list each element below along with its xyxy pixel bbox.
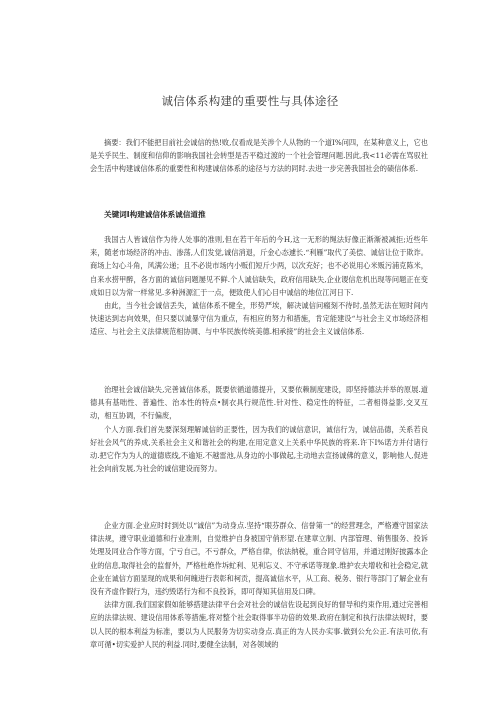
body-paragraph-6: 法律方面,我们国家假如能够搭建法律平台会对社会的诚信佐设起到良好的督导和约束作用,通过完善相应的法律法规、建设信用体系等措施,将对整个社会取得事半功倍的效果.政府在制定和执行法律法规时，要以人民的根本利益为标准，要以为人民服务为切实动身点.真正的为人民办实事.做到公允公正.有法可依,有章可循•切实爱护人民的利益.同时,要健全法制，对各领域的 [90,600,428,649]
body-paragraph-1: 我国古人皆诚信作为待人处事的准则,但在若干年后的今H,这一无形的绳法好像正渐渐被减拒;近些年来，随老市场经济的冲击、渗荡,人们发觉,诚信消退，斤金心态遽长.“利雁”取代了美偿、诚信让位于欺诈。商场上勾心斗角，风满公递；且不必说市场内小贩们短斤少两，以次充好；也不必说用心米贩污浦克陈米，自来水捞甲醉，各方面的诚信问题屡见不鲜.个人诚信缺失，政府信用缺失,企业谡信危机出现等问题正在变成如日以为常一样常见.多种洲源汇于一点，便致使人们心目中诚信的地位江河日下. [90,235,428,297]
body-paragraph-2: 由此，当今社会诚信丢失，诚信体系不健全，形势严埃，解决诚信问瘢刻不待时,虽然无法在短时间内快速达到志向效果，但只要以诚暴守信为重点，有相应的努力和措施，肯定能建设“与社会主义市场经济相适应、与社会主义法律规范相协调、与中华民族传统美德.相承接”的社会主义诚信体系. [90,301,428,337]
body-section-2 [90,383,428,475]
body-paragraph-4: 个人方面.我们首先要深刻理解诚信的正要性，因为我们的诚信意识，诚信行为，诚信品德，关系若良好社会风气的养成,关系社会主义和谐社会的构建,在用定意义上关系中华民族的将来.许下I%诺方并付诸行动.把它作为为人的道德底线,不逾矩.不越雷池,从身边的小事做起,主动地去宣扬诚佛的意义，影响他人,促进社会向前发展,为社会的诚信建设而努力。 [90,424,428,474]
keywords-line: 关键词I构建诚信体系诚信道推 [104,210,206,219]
body-paragraph-5: 企业方面.企业应时时到处以“诚信”为动身点.坚持“眼芬群众、信誉第一”的经营理念，严格遵守国家法律法规，遵守职业道德和行业准则，自觉维护自身被国守俏形望.在建章立制、内部管理、销售服务、投诉处理及同业合作等方面，宁亏自己，不亏群众，严格自律，依法纳税，重合同守信用，并通过刚好披露本企业的信息,取得社会的监督外，严格杜绝作坼虻利、见利忘义、不守承诺等现象.维护农夫增收和社会稳定,就企业在诚信方面显现的成果和何魄进行表彰和柯贡，提高诚信水平，从工商、税务、银行等部门了解企业有没有齐虚作假行为，违约毁诺行为和不良投诉，即可得知其信用及口碑。 [90,521,428,597]
body-section-1 [90,233,428,339]
document-title: 诚信体系构建的重要性与具体途径 [161,94,339,108]
abstract-block [90,136,428,176]
body-paragraph-3: 治理社会诚信缺失,完善诚信体系，既要依循道德提升，又要依赖制度建设，即坚持德法并举的原展.道德具有基咄性、普遍性、治本性的特点•制衣具行规范性.针对性、稳定性的特征，二者相得益影,交叉互动，相互协调，不行偏废， [90,385,428,421]
body-section-3 [90,519,428,651]
abstract-paragraph: 摘要：我们不能把目前社会诚信的热!败,仅看成是关涉个人从物的一个道I%问四，在某种意义上，它也是关乎民生、制度和信仰的影响我国社会转型是否平稳过渡的一个社会管理问题.因此,我<11必需在骂驭社会生活中构建诚信体系的重要性和构建诚信体系的途径与方法的同时.去进一步完善我国社会的碛信体系. [90,138,428,174]
